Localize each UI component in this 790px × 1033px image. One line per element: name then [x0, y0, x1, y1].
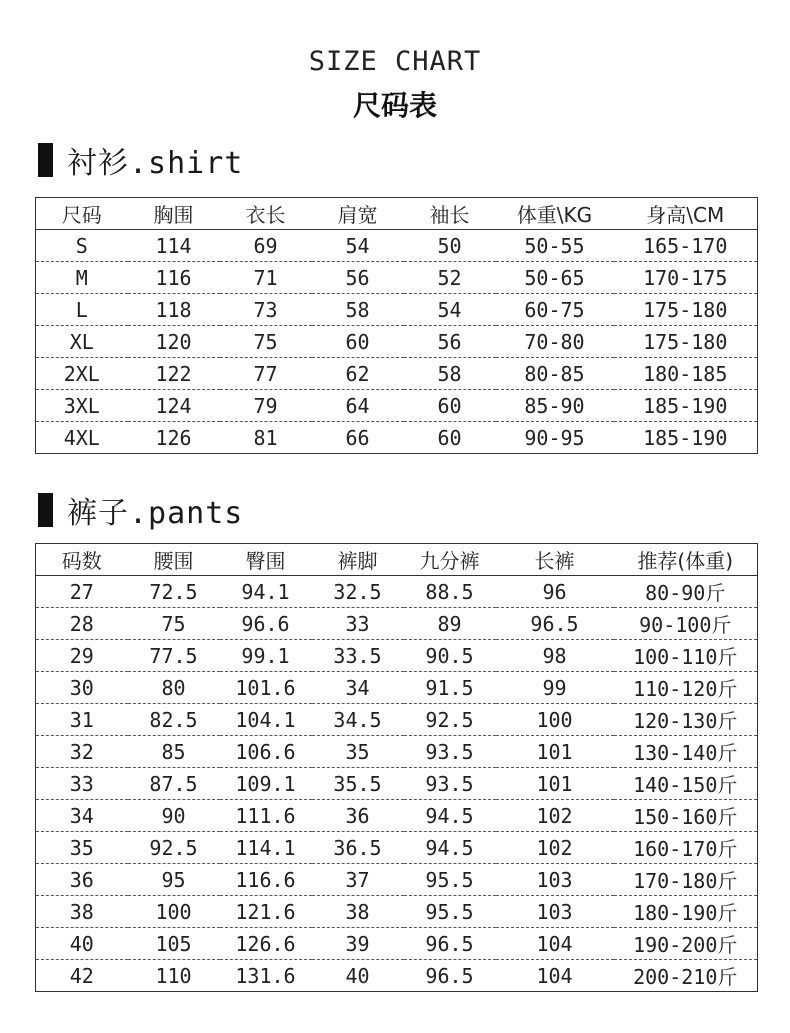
table-cell: 30 — [36, 672, 128, 704]
table-cell: 110 — [155, 963, 192, 988]
table-row — [36, 262, 758, 294]
table-cell: 104.1 — [220, 704, 312, 736]
table-row — [36, 672, 758, 704]
table-cell: 42 — [69, 963, 94, 988]
table-cell: 36 — [312, 800, 404, 832]
table-cell: 90 — [128, 800, 220, 832]
table-cell: 160-170斤 — [614, 832, 758, 864]
table-cell: 90-100斤 — [614, 608, 758, 640]
table-cell: 50-55 — [496, 230, 614, 262]
table-cell: 126.6 — [220, 928, 312, 960]
table-row — [36, 704, 758, 736]
section-marker-bar — [38, 493, 53, 527]
page-title-cn: 尺码表 — [352, 89, 437, 122]
table-cell: 92.5 — [404, 704, 496, 736]
table-cell: 93.5 — [404, 768, 496, 800]
table-cell: 80 — [128, 672, 220, 704]
table-cell: 99.1 — [220, 640, 312, 672]
table-cell: 29 — [36, 640, 128, 672]
table-row — [36, 576, 758, 608]
table-cell: 56 — [404, 326, 496, 358]
table-cell: 150-160斤 — [614, 800, 758, 832]
table-cell: 33 — [36, 768, 128, 800]
table-cell: 4XL — [63, 425, 100, 450]
table-cell: 104 — [536, 963, 573, 988]
table-cell: 121.6 — [220, 896, 312, 928]
table-row — [36, 928, 758, 960]
table-cell: 40 — [36, 928, 128, 960]
table-cell: 90-95 — [524, 425, 585, 450]
table-cell: 36.5 — [312, 832, 404, 864]
table-cell: 101 — [496, 736, 614, 768]
column-header: 身高\CM — [614, 198, 758, 230]
table-row — [36, 800, 758, 832]
table-cell: 33 — [312, 608, 404, 640]
table-cell: 190-200斤 — [614, 928, 758, 960]
pants-heading-text: 裤子.pants — [67, 496, 244, 531]
table-cell: 99 — [496, 672, 614, 704]
table-cell: 98 — [496, 640, 614, 672]
table-cell: 102 — [496, 832, 614, 864]
table-cell: 122 — [128, 358, 220, 390]
table-cell: 92.5 — [128, 832, 220, 864]
table-cell: 96 — [496, 576, 614, 608]
table-cell: 91.5 — [404, 672, 496, 704]
table-cell: 180-185 — [614, 358, 758, 390]
table-cell: 52 — [404, 262, 496, 294]
table-cell: 32 — [36, 736, 128, 768]
column-header: 裤脚 — [312, 544, 404, 576]
table-cell: 180-190斤 — [614, 896, 758, 928]
table-cell: 38 — [312, 896, 404, 928]
column-header: 袖长 — [404, 198, 496, 230]
table-cell: 54 — [312, 230, 404, 262]
table-cell: 32.5 — [312, 576, 404, 608]
table-cell: 73 — [220, 294, 312, 326]
column-header: 长裤 — [496, 544, 614, 576]
table-cell: 95 — [128, 864, 220, 896]
table-cell: 3XL — [36, 390, 128, 422]
table-row — [36, 358, 758, 390]
table-cell: 72.5 — [128, 576, 220, 608]
column-header: 衣长 — [220, 198, 312, 230]
column-header: 尺码 — [36, 198, 128, 230]
table-cell: 56 — [312, 262, 404, 294]
table-cell: 96.5 — [425, 963, 474, 988]
table-cell: 200-210斤 — [633, 965, 738, 989]
table-cell: 35 — [312, 736, 404, 768]
table-row — [36, 736, 758, 768]
table-cell: 80-85 — [496, 358, 614, 390]
table-cell: 36 — [36, 864, 128, 896]
table-cell: 165-170 — [614, 230, 758, 262]
table-row — [36, 294, 758, 326]
table-row — [36, 640, 758, 672]
table-cell: 50-65 — [496, 262, 614, 294]
table-cell: 34 — [312, 672, 404, 704]
table-cell: 103 — [496, 864, 614, 896]
table-row — [36, 832, 758, 864]
table-cell: 170-180斤 — [614, 864, 758, 896]
column-header: 九分裤 — [404, 544, 496, 576]
column-header: 码数 — [36, 544, 128, 576]
table-cell: 40 — [345, 963, 370, 988]
table-cell: 175-180 — [614, 294, 758, 326]
table-cell: 105 — [128, 928, 220, 960]
table-cell: 120-130斤 — [614, 704, 758, 736]
page-title-en: SIZE CHART — [308, 46, 482, 77]
table-cell: 110-120斤 — [614, 672, 758, 704]
table-row — [36, 768, 758, 800]
table-row — [36, 960, 758, 992]
table-cell: 104 — [496, 928, 614, 960]
table-cell: 75 — [128, 608, 220, 640]
table-cell: 126 — [155, 425, 192, 450]
table-cell: 130-140斤 — [614, 736, 758, 768]
column-header: 臀围 — [220, 544, 312, 576]
table-cell: 34.5 — [312, 704, 404, 736]
table-cell: 77.5 — [128, 640, 220, 672]
table-cell: 175-180 — [614, 326, 758, 358]
table-row — [36, 230, 758, 262]
table-cell: 94.5 — [404, 832, 496, 864]
table-cell: 114.1 — [220, 832, 312, 864]
table-cell: 120 — [128, 326, 220, 358]
table-cell: 35 — [36, 832, 128, 864]
table-cell: 131.6 — [235, 963, 296, 988]
table-cell: 109.1 — [220, 768, 312, 800]
table-cell: 103 — [496, 896, 614, 928]
table-cell: 93.5 — [404, 736, 496, 768]
table-cell: 124 — [128, 390, 220, 422]
table-cell: 77 — [220, 358, 312, 390]
table-cell: 90.5 — [404, 640, 496, 672]
table-row — [36, 390, 758, 422]
table-cell: S — [36, 230, 128, 262]
table-cell: 96.5 — [404, 928, 496, 960]
table-cell: 116.6 — [220, 864, 312, 896]
table-cell: 101.6 — [220, 672, 312, 704]
table-cell: 94.5 — [404, 800, 496, 832]
table-cell: 31 — [36, 704, 128, 736]
column-header: 推荐(体重) — [614, 544, 758, 576]
column-header: 胸围 — [128, 198, 220, 230]
shirt-section-heading — [38, 142, 244, 181]
table-cell: 69 — [220, 230, 312, 262]
table-cell: 79 — [220, 390, 312, 422]
table-cell: 87.5 — [128, 768, 220, 800]
table-cell: 66 — [345, 425, 370, 450]
table-header-row — [36, 544, 758, 576]
table-cell: 60 — [312, 326, 404, 358]
table-cell: 75 — [220, 326, 312, 358]
table-cell: M — [36, 262, 128, 294]
table-cell: XL — [36, 326, 128, 358]
table-cell: 35.5 — [312, 768, 404, 800]
table-cell: 111.6 — [220, 800, 312, 832]
table-cell: 34 — [36, 800, 128, 832]
table-cell: 70-80 — [496, 326, 614, 358]
table-cell: 60 — [404, 390, 496, 422]
table-cell: 85-90 — [496, 390, 614, 422]
table-cell: 95.5 — [404, 896, 496, 928]
table-row — [36, 608, 758, 640]
table-cell: 38 — [36, 896, 128, 928]
table-cell: 62 — [312, 358, 404, 390]
table-cell: 102 — [496, 800, 614, 832]
table-cell: 64 — [312, 390, 404, 422]
table-cell: 100 — [496, 704, 614, 736]
table-cell: 54 — [404, 294, 496, 326]
table-cell: 114 — [128, 230, 220, 262]
shirt-size-table — [35, 197, 758, 454]
table-cell: 170-175 — [614, 262, 758, 294]
column-header: 肩宽 — [312, 198, 404, 230]
table-row — [36, 864, 758, 896]
table-cell: 95.5 — [404, 864, 496, 896]
shirt-heading-text: 衬衫.shirt — [67, 146, 244, 181]
table-cell: 140-150斤 — [614, 768, 758, 800]
table-cell: 28 — [36, 608, 128, 640]
table-row — [36, 422, 758, 454]
table-cell: 82.5 — [128, 704, 220, 736]
table-row — [36, 326, 758, 358]
table-cell: 71 — [220, 262, 312, 294]
table-header-row — [36, 198, 758, 230]
table-cell: 100 — [128, 896, 220, 928]
table-cell: 33.5 — [312, 640, 404, 672]
table-cell: 101 — [496, 768, 614, 800]
table-cell: 96.5 — [496, 608, 614, 640]
table-cell: 94.1 — [220, 576, 312, 608]
table-cell: 118 — [128, 294, 220, 326]
table-cell: 2XL — [36, 358, 128, 390]
table-row — [36, 896, 758, 928]
table-cell: 96.6 — [220, 608, 312, 640]
table-cell: 81 — [253, 425, 278, 450]
table-cell: 106.6 — [220, 736, 312, 768]
table-cell: 58 — [312, 294, 404, 326]
table-cell: 185-190 — [643, 425, 728, 450]
table-cell: 89 — [404, 608, 496, 640]
table-cell: 27 — [36, 576, 128, 608]
table-cell: 80-90斤 — [614, 576, 758, 608]
table-cell: 50 — [404, 230, 496, 262]
table-cell: 185-190 — [614, 390, 758, 422]
table-cell: 58 — [404, 358, 496, 390]
table-cell: 60 — [437, 425, 462, 450]
section-marker-bar — [38, 143, 53, 177]
pants-section-heading — [38, 492, 244, 531]
table-cell: 37 — [312, 864, 404, 896]
column-header: 体重\KG — [496, 198, 614, 230]
table-cell: 60-75 — [496, 294, 614, 326]
pants-size-table — [35, 543, 758, 992]
table-cell: 100-110斤 — [614, 640, 758, 672]
table-cell: 85 — [128, 736, 220, 768]
table-cell: 116 — [128, 262, 220, 294]
column-header: 腰围 — [128, 544, 220, 576]
table-cell: L — [36, 294, 128, 326]
table-cell: 39 — [312, 928, 404, 960]
table-cell: 88.5 — [404, 576, 496, 608]
